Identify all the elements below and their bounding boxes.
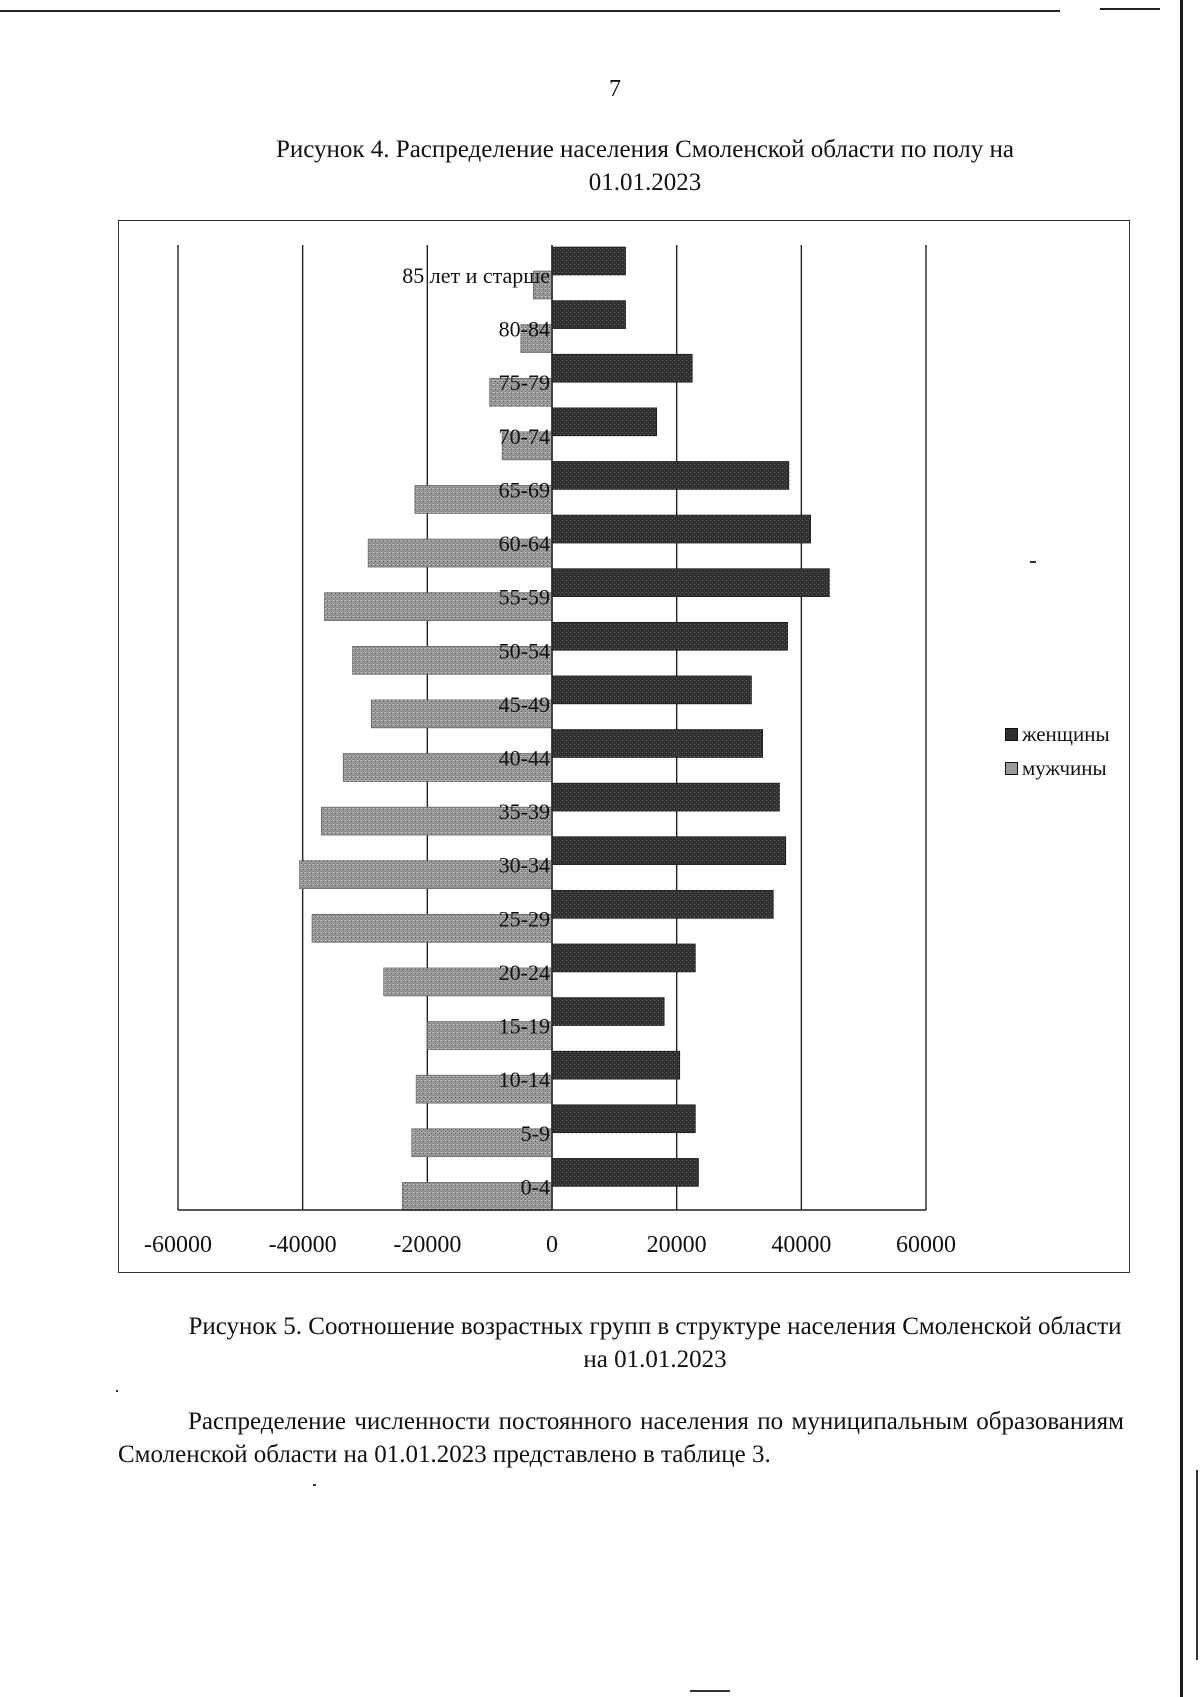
page-number: 7 (609, 76, 621, 102)
bar-women-85 лет и старше (552, 247, 626, 275)
scan-artifact-edge (1180, 0, 1183, 1697)
body-paragraph: Распределение численности постоянного населения по муниципальным образованиям Смоленской области на 01.01.2023 представлено в таблице 3. (118, 1408, 1124, 1468)
x-tick-label: -60000 (144, 1232, 212, 1258)
legend-label-men: мужчины (1022, 755, 1107, 780)
category-label: 45-49 (498, 691, 550, 717)
category-label: 15-19 (498, 1013, 550, 1039)
legend-item-women (1005, 717, 1110, 751)
category-label: 75-79 (498, 370, 550, 396)
legend-swatch-men (1005, 762, 1018, 775)
category-label: 25-29 (498, 906, 550, 932)
scan-speck (690, 1690, 730, 1692)
bar-women-50-54 (552, 622, 788, 650)
x-tick-label: 60000 (896, 1232, 956, 1258)
figure-4-caption: Рисунок 4. Распределение населения Смоленской области по полу на 01.01.2023 (275, 136, 1015, 196)
category-label: 85 лет и старше (402, 263, 550, 288)
category-label: 20-24 (498, 959, 550, 985)
category-label: 30-34 (498, 852, 550, 878)
category-label: 5-9 (520, 1120, 550, 1146)
bar-women-15-19 (552, 998, 664, 1026)
bar-women-5-9 (552, 1105, 695, 1133)
legend-item-men (1005, 751, 1110, 785)
category-label: 35-39 (498, 799, 550, 825)
bar-women-40-44 (552, 730, 763, 758)
scan-speck (1030, 561, 1036, 563)
category-label: 65-69 (498, 477, 550, 503)
bar-women-45-49 (552, 676, 751, 704)
x-tick-label: 20000 (646, 1232, 707, 1258)
bars (300, 247, 830, 1210)
x-tick-label: -20000 (393, 1232, 462, 1258)
bar-women-55-59 (552, 569, 829, 597)
bar-women-20-24 (552, 944, 695, 972)
chart-legend (1005, 717, 1110, 785)
category-label: 0-4 (520, 1174, 550, 1200)
bar-women-30-34 (552, 837, 786, 865)
bar-women-70-74 (552, 408, 657, 436)
category-label: 80-84 (498, 316, 550, 342)
x-tick-label: 40000 (771, 1232, 832, 1258)
scan-artifact-line (1100, 8, 1160, 10)
category-label: 10-14 (498, 1067, 550, 1093)
scan-artifact-edge (1196, 1470, 1198, 1660)
x-tick-label: 0 (546, 1232, 558, 1258)
category-label: 40-44 (498, 745, 550, 771)
legend-swatch-women (1005, 728, 1018, 741)
bar-women-65-69 (552, 461, 789, 489)
figure-5-caption: Рисунок 5. Соотношение возрастных групп в структуре населения Смоленской области на 01.01.2023 (188, 1313, 1122, 1373)
bar-women-0-4 (552, 1158, 698, 1186)
population-pyramid-chart (118, 220, 1130, 1273)
legend-label-women: женщины (1022, 721, 1110, 746)
bar-women-75-79 (552, 354, 692, 382)
x-tick-label: -40000 (268, 1232, 337, 1258)
bar-women-35-39 (552, 783, 780, 811)
category-label: 70-74 (498, 423, 550, 449)
bar-women-25-29 (552, 890, 773, 918)
scan-speck (313, 1484, 316, 1486)
scan-speck (116, 1390, 118, 1392)
category-label: 60-64 (498, 531, 550, 557)
category-label: 55-59 (498, 584, 550, 610)
category-label: 50-54 (498, 638, 550, 664)
bar-women-10-14 (552, 1051, 680, 1079)
scan-artifact-line (0, 10, 1060, 12)
bar-women-80-84 (552, 301, 626, 329)
bar-women-60-64 (552, 515, 811, 543)
